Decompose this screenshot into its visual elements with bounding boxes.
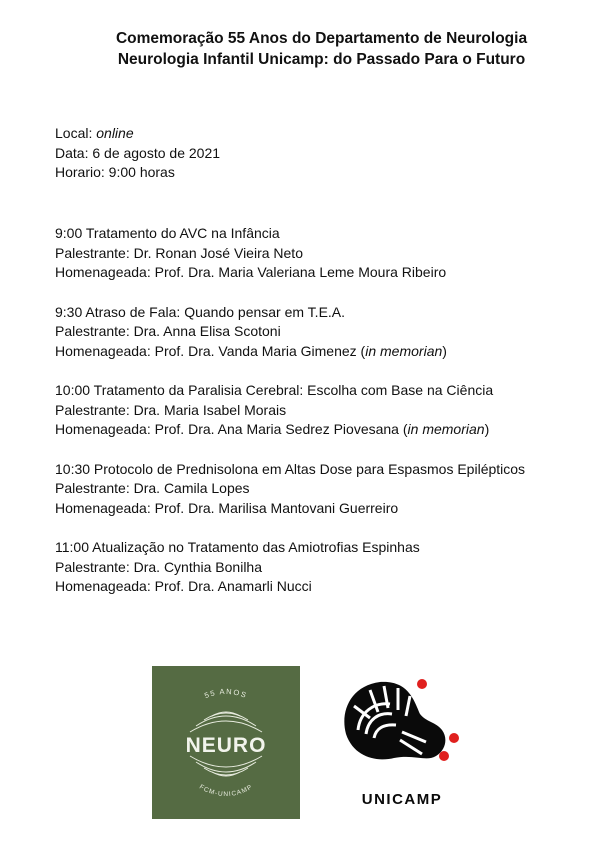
session-speaker: Palestrante: Dra. Cynthia Bonilha [55, 558, 262, 575]
memorial-note: in memorian [407, 421, 485, 437]
session-honoree [55, 420, 525, 440]
session-item [55, 538, 525, 597]
unicamp-text: UNICAMP [361, 791, 443, 808]
local-value: online [96, 125, 134, 141]
session-speaker: Palestrante: Dra. Anna Elisa Scotoni [55, 323, 281, 339]
session-talk: 10:00 Tratamento da Paralisia Cerebral: Escolha com Base na Ciência [55, 382, 494, 398]
session-talk: 10:30 Protocolo de Prednisolona em Altas Dose para Espasmos Epilépticos [55, 460, 526, 477]
neuro-55-anos-logo [152, 666, 300, 819]
session-honoree [55, 342, 525, 362]
neuro-top-text: 55 ANOS [203, 686, 249, 701]
honoree-name: Homenageada: Prof. Dra. Ana Maria Sedrez Piovesana ( [55, 421, 408, 437]
time-line: Horario: 9:00 horas [55, 164, 175, 180]
session-item [55, 381, 525, 440]
session-honoree: Homenageada: Prof. Dra. Marilisa Mantovani Guerreiro [55, 499, 399, 516]
session-speaker: Palestrante: Dr. Ronan José Vieira Neto [55, 244, 303, 261]
memorial-note: in memorian [365, 342, 443, 359]
session-honoree: Homenageada: Prof. Dra. Maria Valeriana Leme Moura Ribeiro [55, 264, 447, 280]
unicamp-logo [340, 672, 464, 812]
honoree-name: Homenageada: Prof. Dra. Vanda Maria Gimenez ( [55, 342, 366, 359]
unicamp-emblem-icon [344, 679, 459, 761]
session-talk: 9:00 Tratamento do AVC na Infância [55, 225, 280, 241]
memorial-close: ) [484, 421, 490, 437]
neuro-logo-graphic [152, 666, 300, 819]
unicamp-logo-graphic [340, 672, 464, 812]
local-line [55, 124, 220, 144]
neuro-main-text: NEURO [185, 734, 267, 757]
svg-text:FCM-UNICAMP [198, 783, 254, 798]
svg-text:55 ANOS [203, 687, 249, 700]
session-item [55, 303, 525, 362]
neuro-bottom-text: FCM-UNICAMP [197, 783, 255, 799]
title-line-1: Comemoração 55 Anos do Departamento de Neurologia [115, 30, 528, 47]
local-label: Local: [55, 125, 97, 141]
event-info [55, 124, 220, 183]
document-title [0, 28, 603, 70]
memorial-close: ) [442, 342, 447, 359]
session-item [55, 224, 525, 283]
session-speaker: Palestrante: Dra. Maria Isabel Morais [55, 401, 287, 418]
session-honoree: Homenageada: Prof. Dra. Anamarli Nucci [55, 578, 312, 594]
sessions-list [55, 224, 525, 617]
session-item [55, 460, 525, 519]
date-line: Data: 6 de agosto de 2021 [55, 144, 221, 161]
session-speaker: Palestrante: Dra. Camila Lopes [55, 480, 250, 496]
session-talk: 11:00 Atualização no Tratamento das Amiotrofias Espinhas [55, 539, 420, 555]
title-line-2: Neurologia Infantil Unicamp: do Passado Para o Futuro [117, 51, 526, 68]
session-talk: 9:30 Atraso de Fala: Quando pensar em T.E.A. [55, 303, 346, 320]
